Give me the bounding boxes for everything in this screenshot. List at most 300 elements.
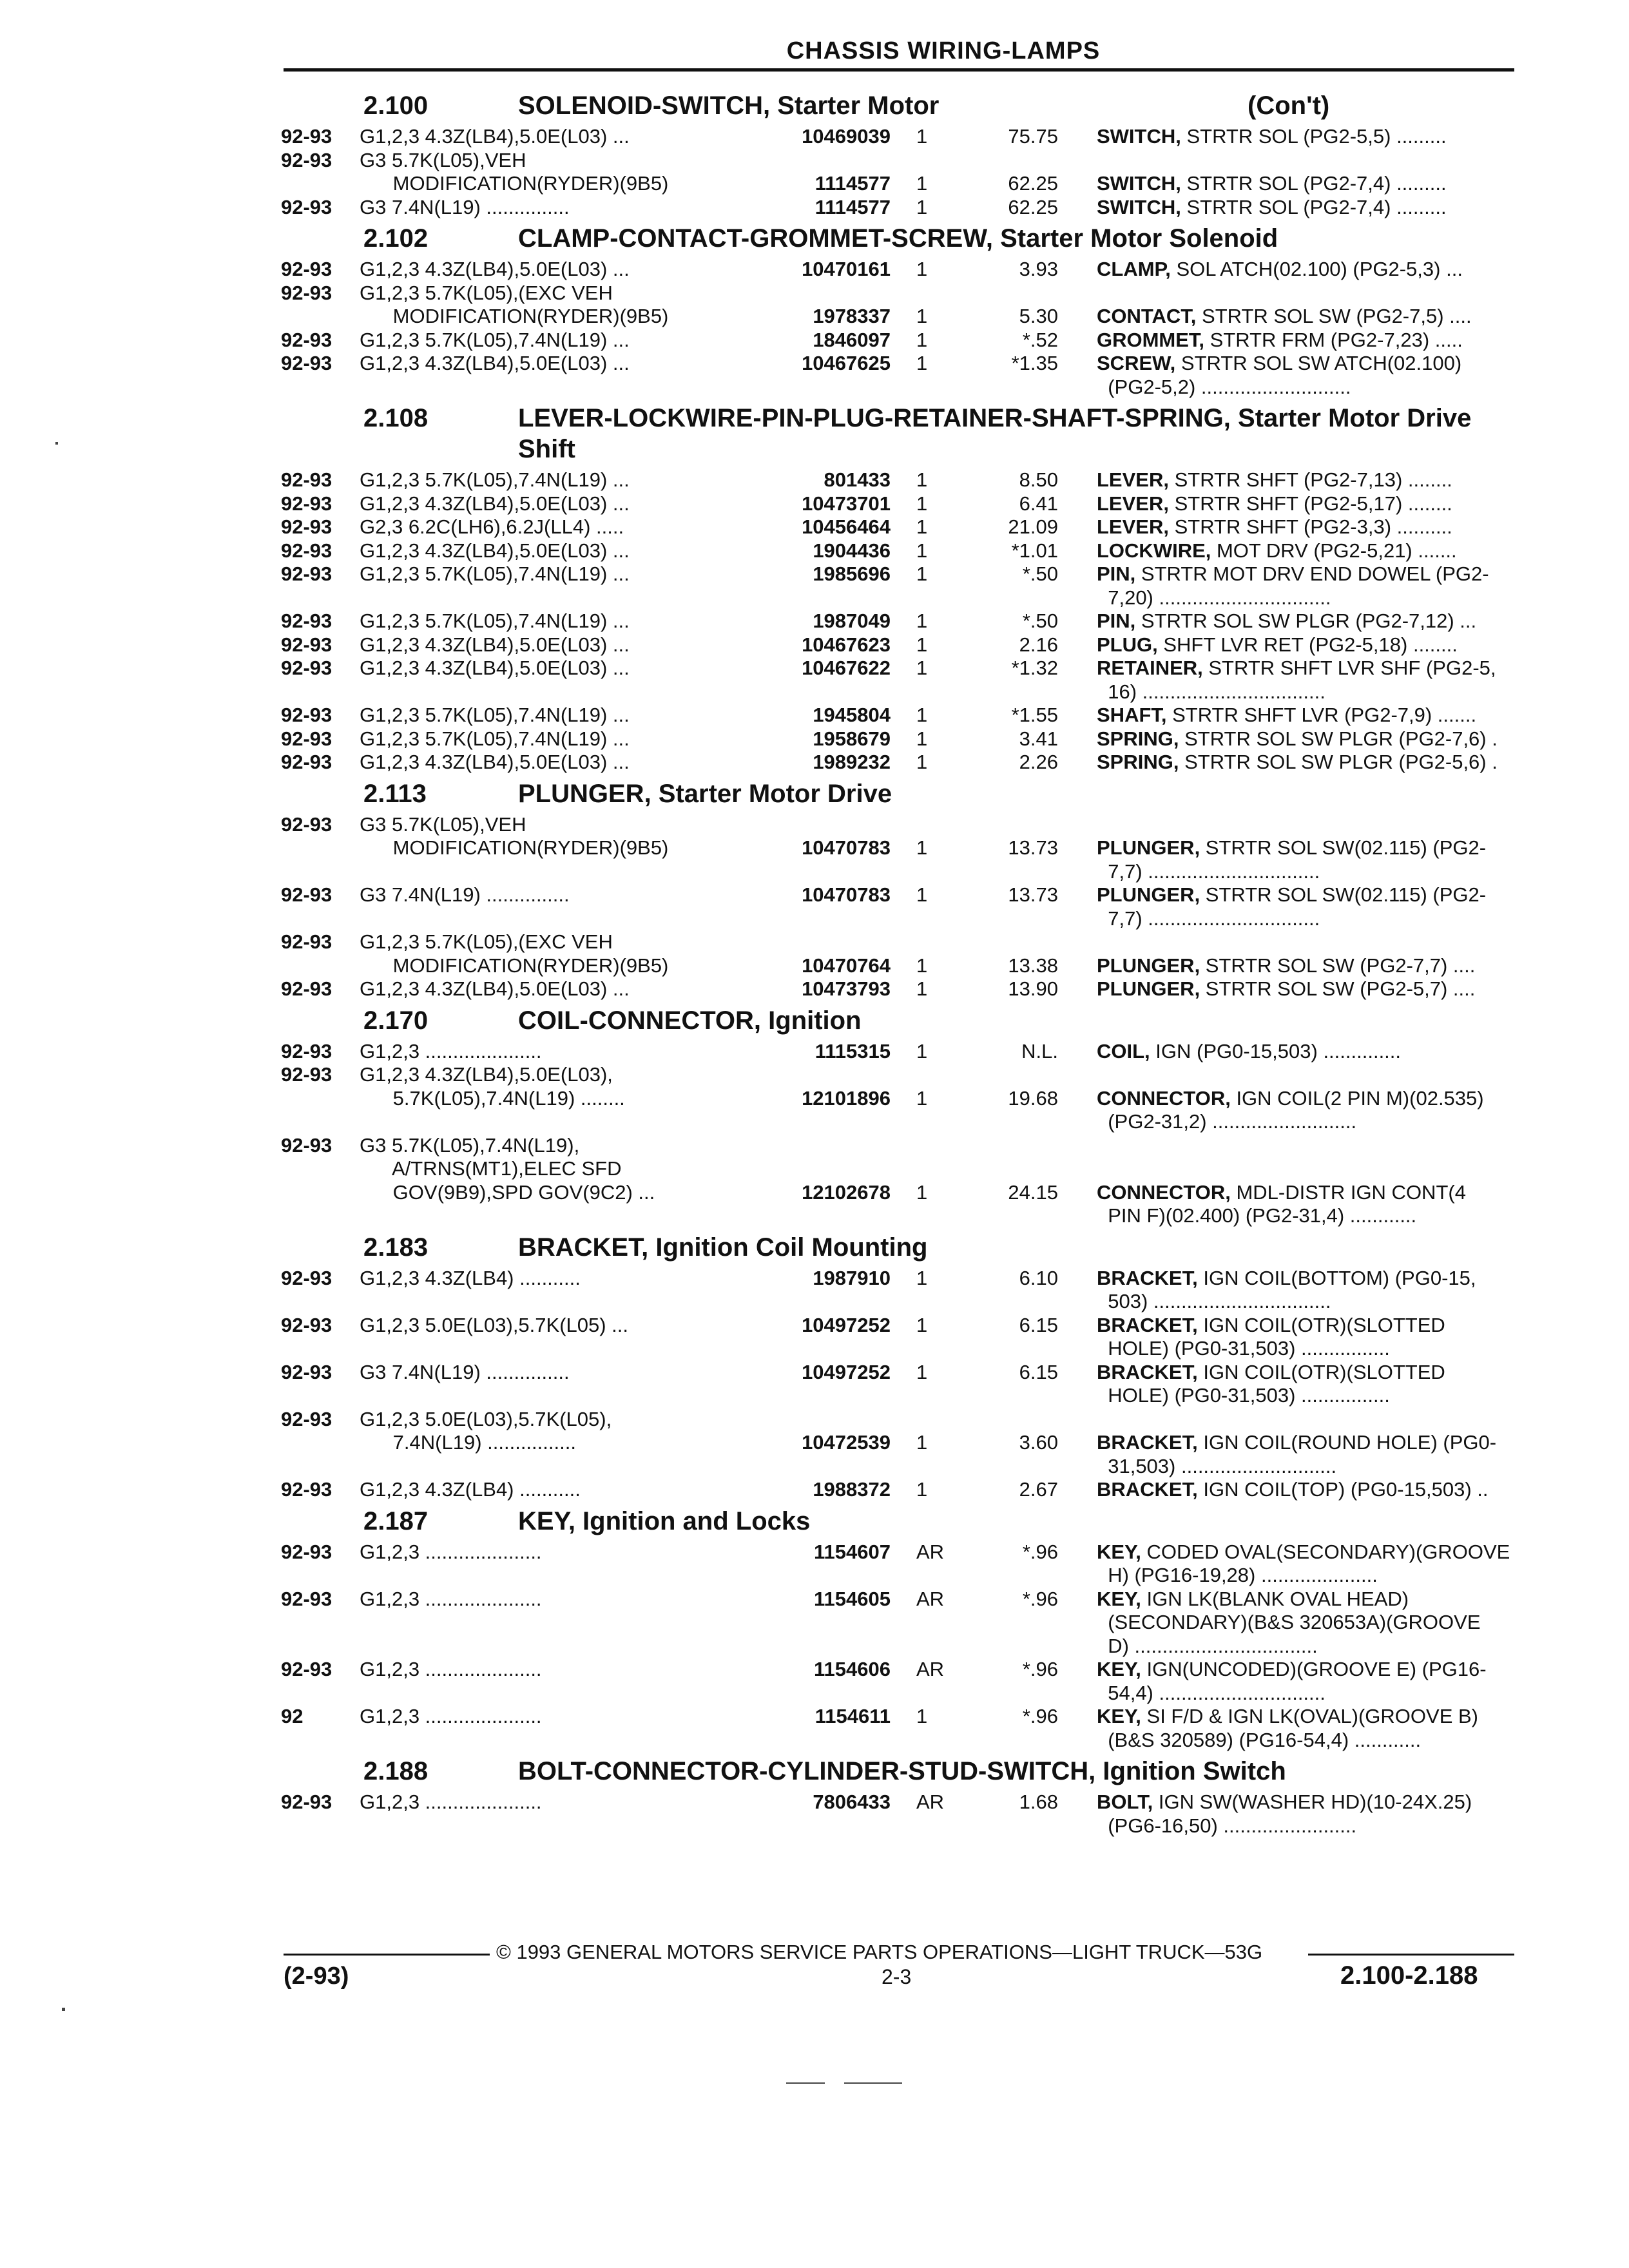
part-number: 1988372: [813, 1478, 891, 1501]
application: G2,3 6.2C(LH6),6.2J(LL4) .....: [360, 515, 624, 538]
section-continued-label: (Con't): [1248, 91, 1330, 120]
model-year: 92-93: [281, 610, 333, 632]
quantity: 1: [916, 977, 928, 1000]
price: *1.01: [1011, 539, 1058, 562]
part-row: [281, 1408, 1518, 1432]
page-header: [0, 37, 1629, 65]
part-row: [281, 610, 1518, 633]
section-title: LEVER-LOCKWIRE-PIN-PLUG-RETAINER-SHAFT-SPRING, Starter Motor Drive Shift: [518, 404, 1472, 463]
price: 62.25: [1008, 172, 1058, 195]
quantity: 1: [916, 704, 928, 726]
price: 21.09: [1008, 515, 1058, 538]
part-description: [1058, 539, 1535, 563]
section-title: BOLT-CONNECTOR-CYLINDER-STUD-SWITCH, Ignition Switch: [518, 1757, 1286, 1785]
part-description: [1058, 1478, 1535, 1502]
part-number: 1114577: [815, 172, 891, 195]
part-description: [1058, 125, 1535, 149]
model-year: 92-93: [281, 1407, 333, 1430]
quantity: 1: [916, 562, 928, 585]
header-rule: [284, 68, 1514, 72]
price: *.50: [1022, 610, 1058, 632]
part-description: [1058, 751, 1535, 774]
model-year: 92-93: [281, 930, 333, 953]
price: *.96: [1022, 1705, 1058, 1727]
part-row: [281, 954, 1518, 978]
part-name: CONTACT,: [1097, 305, 1197, 327]
page-number: 2-3: [882, 1965, 912, 1988]
quantity: 1: [916, 1478, 928, 1501]
part-name: SCREW,: [1097, 352, 1176, 374]
part-row: [281, 352, 1518, 399]
part-name: LEVER,: [1097, 515, 1169, 538]
section-title: COIL-CONNECTOR, Ignition: [518, 1006, 862, 1035]
part-detail: IGN COIL(OTR)(SLOTTED HOLE) (PG0-31,503) ................: [1108, 1360, 1445, 1407]
application: G1,2,3 4.3Z(LB4),5.0E(L03),: [360, 1063, 613, 1086]
application: G3 5.7K(L05),VEH: [360, 812, 526, 836]
part-detail: IGN LK(BLANK OVAL HEAD) (SECONDARY)(B&S 320653A)(GROOVE D) .................................: [1108, 1587, 1481, 1657]
part-number: 10470161: [802, 258, 891, 280]
model-year: 92-93: [281, 751, 333, 773]
part-row: [281, 125, 1518, 149]
part-detail: MOT DRV (PG2-5,21) .......: [1211, 539, 1457, 562]
part-number: 1114577: [815, 195, 891, 218]
part-detail: STRTR SOL SW (PG2-5,7) ....: [1200, 977, 1476, 1000]
price: 19.68: [1008, 1086, 1058, 1110]
part-detail: STRTR SOL SW ATCH(02.100) (PG2-5,2) ...........................: [1108, 352, 1462, 398]
quantity: 1: [916, 1313, 928, 1336]
application: G1,2,3 4.3Z(LB4) ...........: [360, 1478, 581, 1501]
application: 5.7K(L05),7.4N(L19) ........: [360, 1086, 625, 1110]
application: MODIFICATION(RYDER)(9B5): [360, 172, 669, 195]
model-year: 92-93: [281, 812, 333, 836]
part-row: [281, 836, 1518, 883]
application: G1,2,3 4.3Z(LB4),5.0E(L03) ...: [360, 258, 630, 280]
price: 13.38: [1008, 954, 1058, 977]
part-number: 10467625: [802, 352, 891, 374]
section-heading: [281, 1005, 1518, 1036]
model-year: 92-93: [281, 148, 333, 171]
part-row: [281, 1431, 1518, 1478]
part-name: BRACKET,: [1097, 1266, 1198, 1289]
part-number: 10467622: [802, 657, 891, 679]
model-year: 92-93: [281, 195, 333, 218]
part-description: [1058, 633, 1535, 657]
part-name: PIN,: [1097, 562, 1136, 585]
application: G1,2,3 4.3Z(LB4),5.0E(L03) ...: [360, 539, 630, 562]
quantity: 1: [916, 1705, 928, 1727]
part-description: [1058, 1361, 1535, 1408]
catalog-section: [281, 90, 1518, 219]
part-row: [281, 282, 1518, 305]
part-name: PLUNGER,: [1097, 954, 1200, 977]
section-number: 2.108: [363, 404, 429, 432]
part-description: [1058, 704, 1535, 727]
part-number: 1978337: [813, 305, 891, 327]
part-number: 10456464: [802, 515, 891, 538]
price: 2.16: [1019, 633, 1058, 656]
price: 3.41: [1019, 727, 1058, 750]
footer-date-code: (2-93): [284, 1963, 349, 1990]
part-name: LEVER,: [1097, 468, 1169, 491]
price: 3.60: [1019, 1431, 1058, 1454]
price: 62.25: [1008, 195, 1058, 218]
part-description: [1058, 1314, 1535, 1361]
model-year: 92-93: [281, 562, 333, 585]
application: MODIFICATION(RYDER)(9B5): [360, 836, 669, 859]
section-heading: [281, 778, 1518, 809]
application: G1,2,3 4.3Z(LB4),5.0E(L03) ...: [360, 125, 630, 148]
part-name: KEY,: [1097, 1540, 1141, 1563]
model-year: 92-93: [281, 258, 333, 280]
part-detail: STRTR SOL (PG2-7,4) .........: [1181, 195, 1447, 218]
application: MODIFICATION(RYDER)(9B5): [360, 305, 669, 327]
quantity: 1: [916, 468, 928, 491]
application: G1,2,3 5.0E(L03),5.7K(L05),: [360, 1407, 612, 1430]
model-year: 92-93: [281, 657, 333, 679]
part-row: [281, 930, 1518, 954]
part-description: [1058, 954, 1535, 978]
part-number: 1115315: [815, 1039, 891, 1062]
part-detail: STRTR FRM (PG2-7,23) .....: [1204, 328, 1463, 351]
price: *1.55: [1011, 704, 1058, 726]
part-description: [1058, 836, 1535, 883]
part-detail: CODED OVAL(SECONDARY)(GROOVE H) (PG16-19,28) .....................: [1108, 1540, 1510, 1586]
part-name: PLUNGER,: [1097, 836, 1200, 859]
application: MODIFICATION(RYDER)(9B5): [360, 954, 669, 977]
section-title: KEY, Ignition and Locks: [518, 1506, 811, 1535]
application: G1,2,3 .....................: [360, 1039, 542, 1062]
price: *.96: [1022, 1658, 1058, 1680]
part-number: 1987910: [813, 1266, 891, 1289]
application: G1,2,3 5.7K(L05),(EXC VEH: [360, 930, 613, 953]
price: *.52: [1022, 328, 1058, 351]
part-name: LEVER,: [1097, 492, 1169, 515]
part-number: 1985696: [813, 562, 891, 585]
part-description: [1058, 1040, 1535, 1064]
scan-speck: [55, 442, 58, 445]
quantity: AR: [916, 1587, 945, 1610]
quantity: 1: [916, 633, 928, 656]
catalog-section: [281, 1756, 1518, 1838]
part-row: [281, 305, 1518, 329]
quantity: 1: [916, 883, 928, 906]
part-detail: SHFT LVR RET (PG2-5,18) ........: [1157, 633, 1458, 656]
part-row: [281, 329, 1518, 352]
application: G1,2,3 4.3Z(LB4),5.0E(L03) ...: [360, 657, 630, 679]
application: G1,2,3 5.7K(L05),(EXC VEH: [360, 281, 613, 304]
part-detail: STRTR SOL SW (PG2-7,5) ....: [1196, 305, 1472, 327]
model-year: 92-93: [281, 1360, 333, 1383]
part-number: 10470783: [802, 836, 891, 859]
part-name: CONNECTOR,: [1097, 1180, 1231, 1204]
part-number: 1958679: [813, 727, 891, 750]
footer-rule-left: [284, 1954, 490, 1956]
part-description: [1058, 515, 1535, 539]
quantity: 1: [916, 657, 928, 679]
part-row: [281, 977, 1518, 1001]
quantity: 1: [916, 492, 928, 515]
part-description: [1058, 1541, 1535, 1588]
catalog-section: [281, 223, 1518, 399]
price: 13.73: [1008, 836, 1058, 859]
part-row: [281, 1478, 1518, 1502]
section-heading: [281, 1506, 1518, 1537]
application: G1,2,3 5.7K(L05),7.4N(L19) ...: [360, 468, 630, 491]
part-number: 10497252: [802, 1360, 891, 1383]
part-row: [281, 1267, 1518, 1314]
part-number: 1987049: [813, 610, 891, 632]
price: 8.50: [1019, 468, 1058, 491]
catalog-section: [281, 1506, 1518, 1753]
section-title: BRACKET, Ignition Coil Mounting: [518, 1233, 928, 1262]
part-row: [281, 196, 1518, 220]
model-year: 92-93: [281, 977, 333, 1000]
part-name: KEY,: [1097, 1587, 1141, 1610]
part-number: 10473701: [802, 492, 891, 515]
model-year: 92-93: [281, 1063, 333, 1086]
part-description: [1058, 727, 1535, 751]
part-detail: IGN(UNCODED)(GROOVE E) (PG16- 54,4) ..............................: [1108, 1658, 1487, 1704]
part-name: SWITCH,: [1097, 125, 1181, 148]
part-detail: STRTR SOL SW (PG2-7,7) ....: [1200, 954, 1476, 977]
application: G1,2,3 4.3Z(LB4),5.0E(L03) ...: [360, 492, 630, 515]
part-name: BRACKET,: [1097, 1431, 1198, 1454]
quantity: 1: [916, 195, 928, 218]
model-year: 92-93: [281, 1039, 333, 1062]
part-name: SHAFT,: [1097, 704, 1167, 726]
section-number: 2.170: [363, 1006, 429, 1035]
part-description: [1058, 610, 1535, 633]
model-year: 92-93: [281, 492, 333, 515]
section-number: 2.188: [363, 1757, 429, 1785]
quantity: 1: [916, 515, 928, 538]
footer-copyright: © 1993 GENERAL MOTORS SERVICE PARTS OPERATIONS—LIGHT TRUCK—53G: [496, 1941, 1263, 1963]
application: G1,2,3 .....................: [360, 1540, 542, 1563]
quantity: 1: [916, 352, 928, 374]
part-name: KEY,: [1097, 1658, 1141, 1680]
part-row: [281, 258, 1518, 282]
part-description: [1058, 1181, 1535, 1228]
quantity: 1: [916, 1431, 928, 1454]
section-title: CLAMP-CONTACT-GROMMET-SCREW, Starter Motor Solenoid: [518, 224, 1278, 253]
model-year: 92-93: [281, 1587, 333, 1610]
price: 6.15: [1019, 1313, 1058, 1336]
model-year: 92-93: [281, 1791, 333, 1813]
part-number: 10473793: [802, 977, 891, 1000]
part-description: [1058, 1431, 1535, 1478]
part-description: [1058, 562, 1535, 610]
model-year: 92-93: [281, 1540, 333, 1563]
part-name: PLUNGER,: [1097, 883, 1200, 906]
part-description: [1058, 172, 1535, 196]
part-detail: MDL-DISTR IGN CONT(4 PIN F)(02.400) (PG2-31,4) ............: [1108, 1180, 1466, 1227]
price: 3.93: [1019, 258, 1058, 280]
part-name: SPRING,: [1097, 751, 1179, 773]
part-detail: STRTR SHFT (PG2-7,13) ........: [1168, 468, 1452, 491]
quantity: 1: [916, 610, 928, 632]
price: 75.75: [1008, 125, 1058, 148]
application: G1,2,3 5.7K(L05),7.4N(L19) ...: [360, 328, 630, 351]
part-name: CLAMP,: [1097, 258, 1171, 280]
part-name: KEY,: [1097, 1705, 1141, 1727]
price: 2.26: [1019, 751, 1058, 773]
section-title: PLUNGER, Starter Motor Drive: [518, 779, 892, 808]
part-description: [1058, 305, 1535, 329]
part-row: [281, 1040, 1518, 1064]
part-description: [1058, 657, 1535, 704]
part-name: LOCKWIRE,: [1097, 539, 1211, 562]
catalog-section: [281, 1005, 1518, 1228]
part-row: [281, 149, 1518, 173]
quantity: 1: [916, 954, 928, 977]
price: 5.30: [1019, 305, 1058, 327]
part-number: 12102678: [802, 1180, 891, 1204]
part-number: 10470764: [802, 954, 891, 977]
part-number: 10469039: [802, 125, 891, 148]
price: 6.41: [1019, 492, 1058, 515]
price: *.96: [1022, 1540, 1058, 1563]
part-description: [1058, 1658, 1535, 1705]
price: 1.68: [1019, 1791, 1058, 1813]
price: *.50: [1022, 562, 1058, 585]
application: G1,2,3 4.3Z(LB4),5.0E(L03) ...: [360, 352, 630, 374]
price: 24.15: [1008, 1180, 1058, 1204]
part-number: 1989232: [813, 751, 891, 773]
part-row: [281, 1791, 1518, 1838]
part-detail: STRTR SOL (PG2-7,4) .........: [1181, 172, 1447, 195]
part-name: COIL,: [1097, 1039, 1150, 1062]
part-name: GROMMET,: [1097, 328, 1205, 351]
part-number: 10467623: [802, 633, 891, 656]
model-year: 92-93: [281, 1658, 333, 1680]
part-row: [281, 1063, 1518, 1087]
model-year: 92-93: [281, 727, 333, 750]
model-year: 92-93: [281, 281, 333, 304]
part-number: 1154607: [814, 1540, 891, 1563]
section-title: SOLENOID-SWITCH, Starter Motor: [518, 91, 940, 120]
quantity: 1: [916, 328, 928, 351]
part-detail: SI F/D & IGN LK(OVAL)(GROOVE B) (B&S 320589) (PG16-54,4) ............: [1108, 1705, 1478, 1751]
section-heading: [281, 403, 1518, 465]
part-name: BOLT,: [1097, 1791, 1153, 1813]
model-year: 92: [281, 1705, 304, 1727]
application: 7.4N(L19) ................: [360, 1431, 576, 1454]
part-row: [281, 633, 1518, 657]
price: 6.15: [1019, 1360, 1058, 1383]
part-row: [281, 727, 1518, 751]
part-row: [281, 1087, 1518, 1134]
part-number: 1154611: [815, 1705, 891, 1727]
footer-rule-right: [1308, 1954, 1514, 1956]
quantity: 1: [916, 539, 928, 562]
quantity: 1: [916, 305, 928, 327]
part-row: [281, 1181, 1518, 1228]
model-year: 92-93: [281, 704, 333, 726]
part-description: [1058, 883, 1535, 930]
quantity: AR: [916, 1540, 945, 1563]
part-row: [281, 539, 1518, 563]
application: G1,2,3 .....................: [360, 1587, 542, 1610]
part-description: [1058, 1705, 1535, 1752]
application: G3 7.4N(L19) ...............: [360, 1360, 570, 1383]
part-row: [281, 1658, 1518, 1705]
part-description: [1058, 468, 1535, 492]
part-detail: STRTR SOL SW(02.115) (PG2- 7,7) ...............................: [1108, 836, 1487, 883]
model-year: 92-93: [281, 515, 333, 538]
quantity: 1: [916, 836, 928, 859]
part-name: PIN,: [1097, 610, 1136, 632]
part-row: [281, 172, 1518, 196]
model-year: 92-93: [281, 1478, 333, 1501]
application: G1,2,3 5.7K(L05),7.4N(L19) ...: [360, 562, 630, 585]
part-row: [281, 1314, 1518, 1361]
part-detail: STRTR SHFT LVR SHF (PG2-5, 16) .................................: [1108, 657, 1496, 703]
application: G1,2,3 5.7K(L05),7.4N(L19) ...: [360, 727, 630, 750]
part-row: [281, 515, 1518, 539]
part-detail: IGN SW(WASHER HD)(10-24X.25) (PG6-16,50) ........................: [1108, 1791, 1472, 1837]
quantity: 1: [916, 1039, 928, 1062]
quantity: 1: [916, 125, 928, 148]
quantity: 1: [916, 1086, 928, 1110]
quantity: AR: [916, 1791, 945, 1813]
part-detail: IGN (PG0-15,503) ..............: [1150, 1039, 1402, 1062]
part-row: [281, 1134, 1518, 1158]
quantity: 1: [916, 1266, 928, 1289]
quantity: 1: [916, 1180, 928, 1204]
part-row: [281, 492, 1518, 516]
part-description: [1058, 1588, 1535, 1658]
part-row: [281, 751, 1518, 774]
part-detail: SOL ATCH(02.100) (PG2-5,3) ...: [1170, 258, 1463, 280]
model-year: 92-93: [281, 1133, 333, 1157]
section-number: 2.183: [363, 1233, 429, 1262]
part-name: PLUG,: [1097, 633, 1158, 656]
part-name: BRACKET,: [1097, 1360, 1198, 1383]
section-number: 2.102: [363, 224, 429, 253]
part-number: 1154606: [814, 1658, 891, 1680]
part-row: [281, 1588, 1518, 1658]
quantity: AR: [916, 1658, 945, 1680]
part-description: [1058, 196, 1535, 220]
part-row: [281, 657, 1518, 704]
application: A/TRNS(MT1),ELEC SFD: [360, 1157, 622, 1180]
part-row: [281, 704, 1518, 727]
application: G1,2,3 4.3Z(LB4) ...........: [360, 1266, 581, 1289]
part-number: 7806433: [813, 1791, 891, 1813]
model-year: 92-93: [281, 1313, 333, 1336]
quantity: 1: [916, 172, 928, 195]
application: G1,2,3 .....................: [360, 1791, 542, 1813]
part-row: [281, 562, 1518, 610]
part-detail: STRTR SOL SW PLGR (PG2-7,12) ...: [1135, 610, 1477, 632]
part-description: [1058, 1267, 1535, 1314]
part-row: [281, 883, 1518, 930]
quantity: 1: [916, 258, 928, 280]
part-row: [281, 813, 1518, 837]
part-row: [281, 1157, 1518, 1181]
part-detail: IGN COIL(ROUND HOLE) (PG0- 31,503) ............................: [1108, 1431, 1497, 1477]
part-description: [1058, 352, 1535, 399]
part-detail: STRTR SOL SW PLGR (PG2-7,6) .: [1179, 727, 1498, 750]
part-name: PLUNGER,: [1097, 977, 1200, 1000]
price: *.96: [1022, 1587, 1058, 1610]
part-name: SWITCH,: [1097, 195, 1181, 218]
application: G3 5.7K(L05),VEH: [360, 148, 526, 171]
part-detail: IGN COIL(OTR)(SLOTTED HOLE) (PG0-31,503) ................: [1108, 1313, 1445, 1360]
application: G1,2,3 .....................: [360, 1705, 542, 1727]
part-name: BRACKET,: [1097, 1478, 1198, 1501]
part-number: 1904436: [813, 539, 891, 562]
